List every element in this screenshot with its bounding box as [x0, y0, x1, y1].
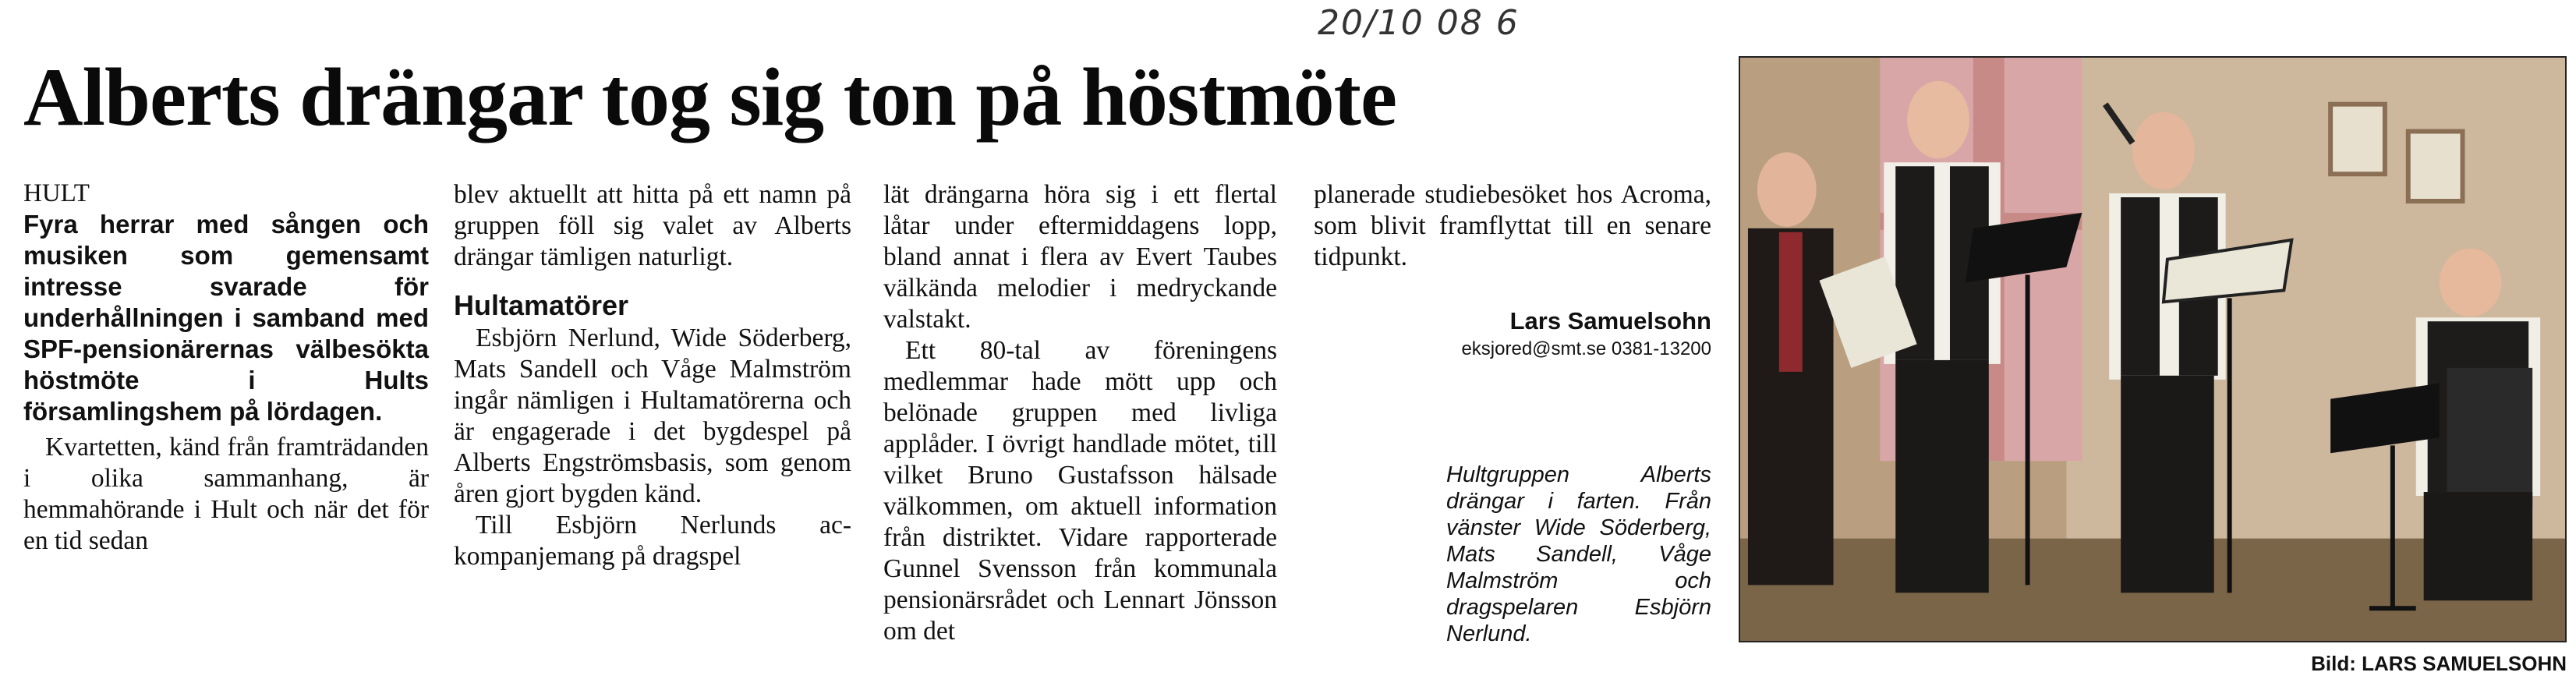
body-paragraph-1-cont: blev aktuellt att hitta på ett namn på gruppen föll sig valet av Alberts drängar tämligen naturligt. — [454, 180, 851, 271]
dateline: HULT — [23, 179, 90, 207]
photo-credit: Bild: LARS SAMUELSOHN — [2311, 652, 2567, 675]
handwritten-date-note: 20/10 08 6 — [1318, 3, 1520, 43]
contact-info: eksjored@smt.se 0381-13200 — [1461, 338, 1711, 359]
body-paragraph-2: Esbjörn Nerlund, Wide Söderberg, Mats Sandell och Våge Malmström ingår nämligen i Hultamatörerna och är engagerade i det bygdespel på Alberts Engströmsbasis, som genom åren gjort bygden känd. — [454, 324, 851, 508]
headline: Alberts drängar tog sig ton på höstmöte — [23, 51, 1397, 143]
band-photo-illustration — [1740, 58, 2565, 641]
lead-paragraph: Fyra herrar med sången och musiken som gemensamt intresse svarade för underhållningen i samband med SPF-pensionärernas välbesökta höstmöte i Hults församlingshem på lördagen. — [23, 210, 429, 426]
band-photo — [1739, 56, 2567, 642]
byline: Lars Samuelsohn — [1509, 307, 1711, 334]
body-paragraph-4: Ett 80-tal av föreningens medlemmar hade mött upp och belönade gruppen med livliga applåder. I övrigt handlade mötet, till vilket Bruno Gustafsson hälsade välkommen, om aktuell information från distriktet. Vidare rapporterade Gunnel Svensson från kommunala pensionärsrådet och Lennart Jönsson om det — [883, 336, 1277, 646]
body-paragraph-3: Till Esbjörn Nerlunds ackompanjemang på dragspel — [454, 511, 851, 571]
body-paragraph-3-cont: lät drängarna höra sig i ett flertal låtar under eftermiddagens lopp, bland annat i flera av Evert Taubes välkända melodier i medryckande valstakt. — [883, 180, 1277, 334]
subheading: Hultamatörer — [454, 289, 629, 321]
article-column-4 — [1314, 179, 1711, 363]
article-column-3 — [883, 179, 1277, 647]
photo-caption: Hultgruppen Alberts drängar i farten. Från vänster Wide Söderberg, Mats Sandell, Våge Malmström och dragspelaren Esbjörn Nerlund. — [1446, 462, 1711, 646]
article-column-2 — [454, 179, 851, 572]
body-paragraph-1: Kvartetten, känd från framträdanden i olika sammanhang, är hemmahörande i Hult och när det för en tid sedan — [23, 433, 429, 555]
article-column-1 — [23, 179, 429, 557]
body-paragraph-4-cont: planerade studiebesöket hos Acroma, som blivit framflyttat till en senare tidpunkt. — [1314, 180, 1711, 271]
